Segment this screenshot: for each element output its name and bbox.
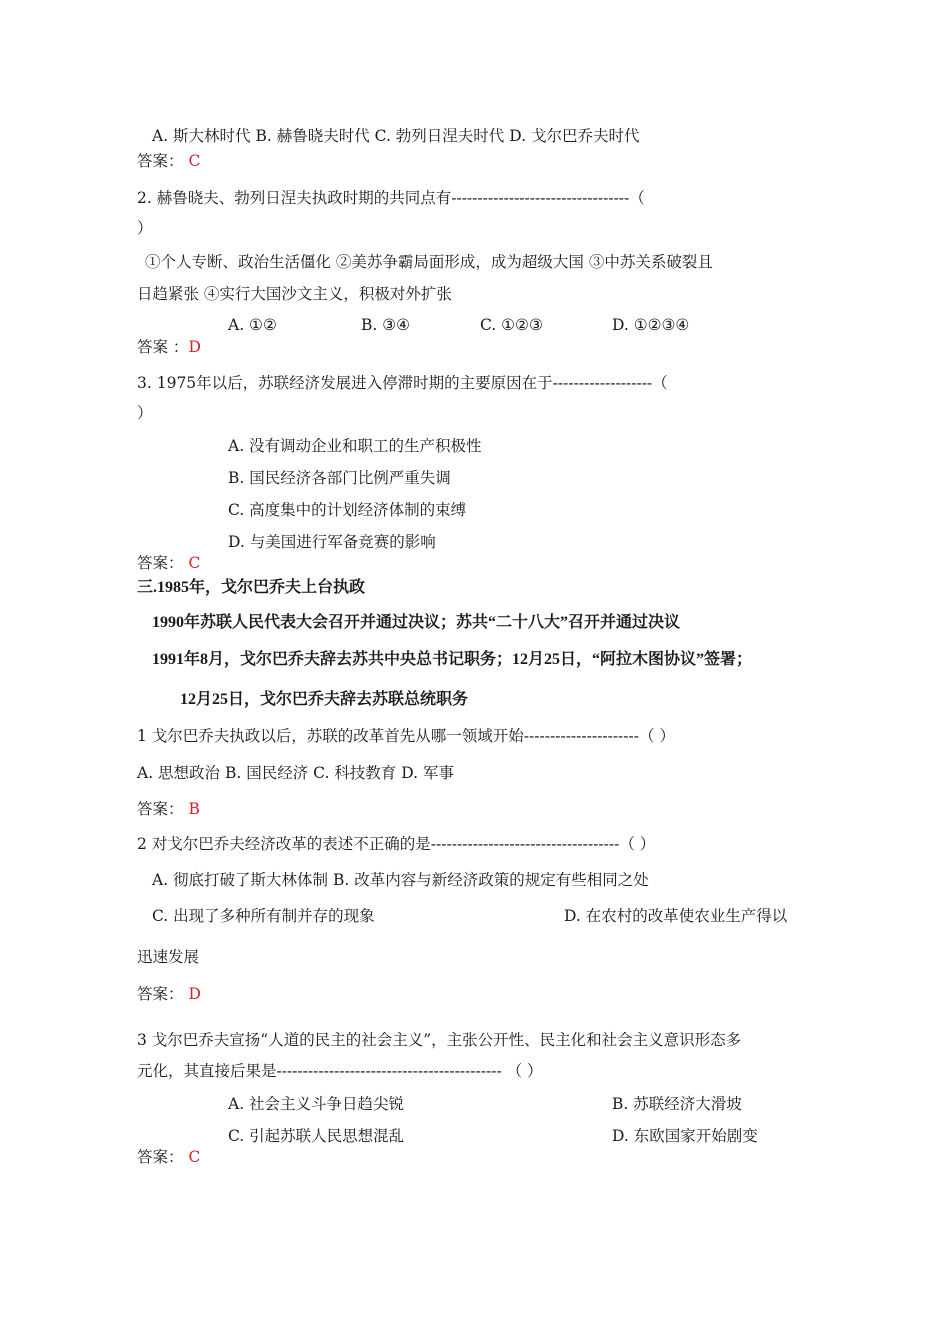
s3q3-option-a: A. 社会主义斗争日趋尖锐 (228, 1095, 405, 1113)
s3q2-option-d: D. 在农村的改革使农业生产得以 (564, 907, 788, 925)
answer-value: D (188, 985, 201, 1003)
answer-label: 答案： (137, 1148, 184, 1166)
s3q2-option-c: C. 出现了多种所有制并存的现象 (152, 907, 375, 925)
q2-option-a: A. ①② (228, 316, 277, 334)
prev-question-options: A. 斯大林时代 B. 赫鲁晓夫时代 C. 勃列日涅夫时代 D. 戈尔巴乔夫时代 (152, 127, 640, 145)
q2-stem: 2. 赫鲁晓夫、勃列日涅夫执政时期的共同点有----------------------------------（ (137, 189, 645, 207)
q2-items-line2: 日趋紧张 ④实行大国沙文主义，积极对外扩张 (137, 285, 452, 303)
q2-answer (137, 337, 201, 357)
s3q3-option-c: C. 引起苏联人民思想混乱 (228, 1127, 405, 1145)
section-heading: 三.1985年，戈尔巴乔夫上台执政 (137, 579, 366, 596)
q3-stem-cont: ） (137, 404, 153, 422)
answer-label: 答案： (137, 800, 184, 818)
s3q1-answer (137, 799, 200, 819)
q3-option-b: B. 国民经济各部门比例严重失调 (228, 469, 451, 487)
answer-value: C (188, 1148, 201, 1166)
answer-label: 答案： (137, 985, 184, 1003)
answer-value: D (188, 338, 201, 356)
answer-label: 答案： (137, 554, 184, 572)
s3q3-option-d: D. 东欧国家开始剧变 (612, 1127, 758, 1145)
q3-option-d: D. 与美国进行军备竞赛的影响 (228, 533, 436, 551)
s3q3-stem-line2: 元化，其直接后果是------------------------------------------- （ ） (137, 1062, 543, 1080)
section-line-1: 1990年苏联人民代表大会召开并通过决议；苏共“二十八大”召开并通过决议 (152, 614, 681, 631)
s3q3-answer (137, 1147, 200, 1167)
q3-stem: 3. 1975年以后，苏联经济发展进入停滞时期的主要原因在于-------------------（ (137, 374, 668, 392)
answer-value: B (188, 800, 200, 818)
answer-label: 答案： (137, 152, 184, 170)
section-line-2: 1991年8月，戈尔巴乔夫辞去苏共中央总书记职务；12月25日，“阿拉木图协议”签署； (152, 651, 753, 668)
answer-value: C (188, 152, 201, 170)
answer-label: 答案 ： (137, 338, 189, 356)
q3-option-a: A. 没有调动企业和职工的生产积极性 (228, 437, 482, 455)
s3q2-answer (137, 984, 201, 1004)
q2-option-c: C. ①②③ (480, 316, 543, 334)
q2-items-line1: ①个人专断、政治生活僵化 ②美苏争霸局面形成，成为超级大国 ③中苏关系破裂且 (145, 253, 713, 271)
q2-stem-cont: ） (137, 219, 153, 237)
s3q2-stem: 2 对戈尔巴乔夫经济改革的表述不正确的是------------------------------------（ ） (137, 835, 656, 853)
s3q3-stem-line1: 3 戈尔巴乔夫宣扬“人道的民主的社会主义”，主张公开性、民主化和社会主义意识形态多 (137, 1031, 742, 1049)
q2-option-b: B. ③④ (361, 316, 411, 334)
q3-answer (137, 553, 200, 573)
section-line-3: 12月25日，戈尔巴乔夫辞去苏联总统职务 (180, 691, 469, 708)
s3q3-option-b: B. 苏联经济大滑坡 (612, 1095, 742, 1113)
prev-answer (137, 151, 200, 171)
q3-option-c: C. 高度集中的计划经济体制的束缚 (228, 501, 467, 519)
answer-value: C (188, 554, 201, 572)
s3q1-options: A. 思想政治 B. 国民经济 C. 科技教育 D. 军事 (137, 764, 454, 782)
s3q2-options-ab: A. 彻底打破了斯大林体制 B. 改革内容与新经济政策的规定有些相同之处 (152, 871, 649, 889)
s3q1-stem: 1 戈尔巴乔夫执政以后，苏联的改革首先从哪一领域开始----------------------（ ） (137, 727, 675, 745)
q2-option-d: D. ①②③④ (612, 316, 690, 334)
s3q2-option-d-cont: 迅速发展 (137, 948, 200, 966)
